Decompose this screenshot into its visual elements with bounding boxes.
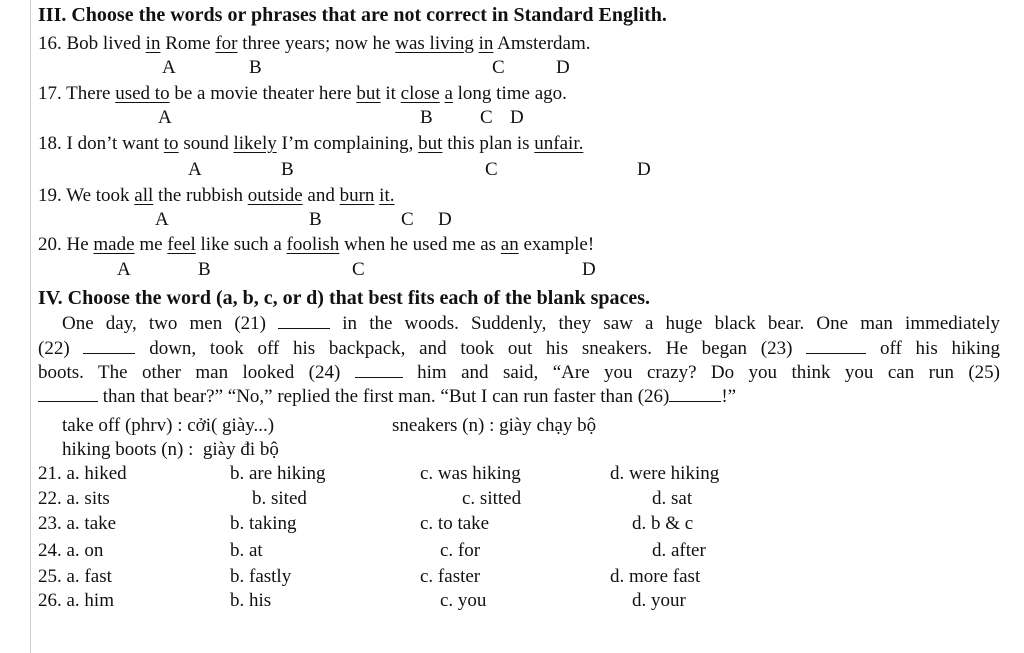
glossary-take-off: take off (phrv) : cởi( giày...) <box>62 415 275 436</box>
section-4-heading: IV. Choose the word (a, b, c, or d) that best fits each of the blank spaces. <box>38 287 651 309</box>
question-19: 19. We took all the rubbish outside and burn it. <box>38 185 395 206</box>
question-16: 16. Bob lived in Rome for three years; now he was living in Amsterdam. <box>38 33 591 54</box>
option-21-c: c. was hiking <box>420 463 521 484</box>
q19-opt-d: it. <box>379 185 395 206</box>
blank-25 <box>38 387 98 402</box>
option-26-d: d. your <box>632 590 686 611</box>
q17-opt-c: close <box>400 83 440 104</box>
passage-line-4: than that bear?” “No,” replied the first man. “But I can run faster than (26) !” <box>38 386 736 408</box>
q20-opt-c: foolish <box>286 234 340 255</box>
q19-label-b: B <box>309 209 322 230</box>
q18-opt-c: but <box>418 133 443 154</box>
q20-label-d: D <box>582 259 596 280</box>
option-21-d: d. were hiking <box>610 463 720 484</box>
section-3-heading: III. Choose the words or phrases that are not correct in Standard Englith. <box>38 4 667 26</box>
question-17: 17. There used to be a movie theater here but it close a long time ago. <box>38 83 567 104</box>
passage-line-3: boots. The other man looked (24) him and said, “Are you crazy? Do you think you can run (25) <box>38 362 1001 383</box>
q17-opt-d: a <box>444 83 453 104</box>
q18-label-b: B <box>281 159 294 180</box>
q20-label-a: A <box>117 259 131 280</box>
option-22-c: c. sitted <box>462 488 522 509</box>
q20-opt-b: feel <box>167 234 196 255</box>
q19-label-a: A <box>155 209 169 230</box>
option-26-a: 26. a. him <box>38 590 114 611</box>
option-26-c: c. you <box>440 590 487 611</box>
option-23-b: b. taking <box>230 513 297 534</box>
q17-label-b: B <box>420 107 433 128</box>
blank-21 <box>278 314 330 329</box>
q16-label-d: D <box>556 57 570 78</box>
option-24-b: b. at <box>230 540 263 561</box>
q20-label-b: B <box>198 259 211 280</box>
q19-label-d: D <box>438 209 452 230</box>
blank-26 <box>669 387 721 402</box>
q18-label-d: D <box>637 159 651 180</box>
q17-label-d: D <box>510 107 524 128</box>
q16-label-c: C <box>492 57 505 78</box>
q17-label-a: A <box>158 107 172 128</box>
option-25-d: d. more fast <box>610 566 701 587</box>
option-22-a: 22. a. sits <box>38 488 110 509</box>
q18-opt-b: likely <box>233 133 277 154</box>
option-24-c: c. for <box>440 540 481 561</box>
option-24-d: d. after <box>652 540 706 561</box>
passage-line-1: One day, two men (21) in the woods. Suddenly, they saw a huge black bear. One man immediately <box>62 313 1001 334</box>
q20-opt-d: an <box>500 234 519 255</box>
q18-opt-a: to <box>163 133 179 154</box>
q16-label-a: A <box>162 57 176 78</box>
q16-opt-b: for <box>215 33 238 54</box>
option-22-b: b. sited <box>252 488 307 509</box>
option-24-a: 24. a. on <box>38 540 104 561</box>
q20-opt-a: made <box>93 234 135 255</box>
question-20: 20. He made me feel like such a foolish when he used me as an example! <box>38 234 595 255</box>
q18-opt-d: unfair. <box>534 133 584 154</box>
q20-label-c: C <box>352 259 365 280</box>
q16-opt-d: in <box>478 33 494 54</box>
q19-opt-b: outside <box>247 185 303 206</box>
q16-label-b: B <box>249 57 262 78</box>
blank-24 <box>355 363 403 378</box>
option-25-b: b. fastly <box>230 566 292 587</box>
q19-opt-a: all <box>134 185 154 206</box>
q17-label-c: C <box>480 107 493 128</box>
q17-opt-b: but <box>356 83 381 104</box>
option-25-a: 25. a. fast <box>38 566 112 587</box>
blank-22 <box>83 339 135 354</box>
q16-opt-c: was living <box>395 33 474 54</box>
glossary-sneakers: sneakers (n) : giày chạy bộ <box>392 415 597 436</box>
option-21-b: b. are hiking <box>230 463 326 484</box>
q19-opt-c: burn <box>339 185 375 206</box>
option-23-a: 23. a. take <box>38 513 117 534</box>
option-25-c: c. faster <box>420 566 481 587</box>
q19-label-c: C <box>401 209 414 230</box>
option-23-c: c. to take <box>420 513 490 534</box>
option-26-b: b. his <box>230 590 272 611</box>
q16-num: 16. <box>38 33 62 54</box>
question-18: 18. I don’t want to sound likely I’m complaining, but this plan is unfair. <box>38 133 584 154</box>
q18-label-a: A <box>188 159 202 180</box>
option-21-a: 21. a. hiked <box>38 463 127 484</box>
glossary-hiking-boots: hiking boots (n) : giày đi bộ <box>62 439 279 460</box>
q16-opt-a: in <box>145 33 161 54</box>
q18-label-c: C <box>485 159 498 180</box>
option-22-d: d. sat <box>652 488 693 509</box>
q17-opt-a: used to <box>115 83 170 104</box>
option-23-d: d. b & c <box>632 513 694 534</box>
blank-23 <box>806 339 866 354</box>
passage-line-2: (22) down, took off his backpack, and took out his sneakers. He began (23) off his hiking <box>38 338 1001 359</box>
